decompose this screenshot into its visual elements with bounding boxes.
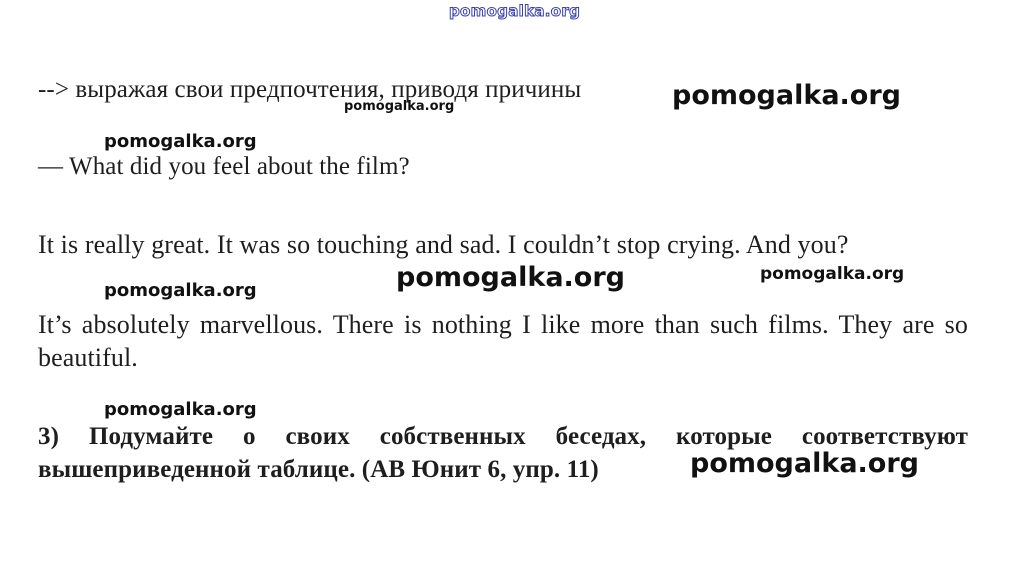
watermark-7: pomogalka.org: [104, 399, 257, 420]
header-watermark: pomogalka.org: [449, 2, 581, 20]
watermark-3: pomogalka.org: [104, 131, 257, 152]
watermark-6: pomogalka.org: [104, 280, 257, 301]
task-paragraph: 3) Подумайте о своих собственных беседах, которые соответствуют вышеприведенной таблице. (АВ Юнит 6, упр. 11): [38, 423, 968, 483]
watermark-5: pomogalka.org: [760, 264, 905, 284]
watermark-4: pomogalka.org: [396, 262, 625, 293]
question-line: — What did you feel about the film?: [38, 153, 410, 180]
answer-line-1: It is really great. It was so touching and sad. I couldn’t stop crying. And you?: [38, 230, 849, 259]
answer-paragraph-2: It’s absolutely marvellous. There is nothing I like more than such films. They are so beautiful.: [38, 310, 968, 372]
watermark-1: pomogalka.org: [672, 80, 901, 111]
watermark-8: pomogalka.org: [690, 448, 919, 479]
intro-line: --> выражая свои предпочтения, приводя причины: [38, 76, 582, 103]
watermark-2: pomogalka.org: [344, 99, 455, 114]
